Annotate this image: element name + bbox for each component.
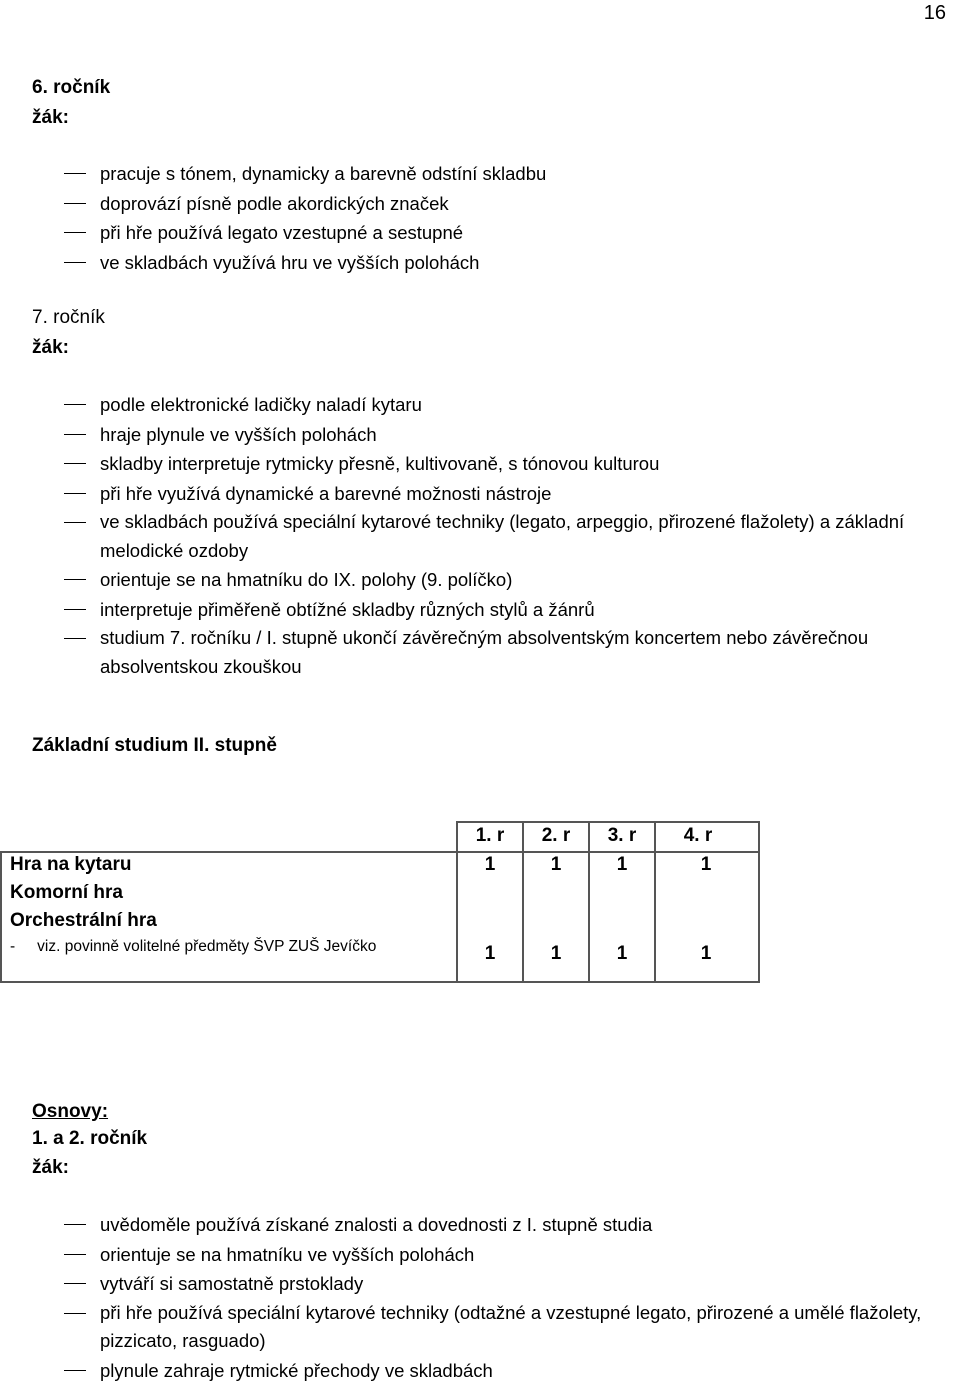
- list-item: uvědoměle používá získané znalosti a dovednosti z I. stupně studia: [64, 1210, 944, 1240]
- table-border: [758, 821, 760, 983]
- list-item: podle elektronické ladičky naladí kytaru: [64, 390, 944, 420]
- grade7-list: [64, 390, 944, 681]
- dash-bullet: [64, 232, 86, 233]
- dash-bullet: [64, 609, 86, 610]
- table-border: [0, 851, 2, 983]
- list-item: při hře využívá dynamické a barevné možnosti nástroje: [64, 479, 944, 509]
- dash-bullet: [64, 1254, 86, 1255]
- list-item: studium 7. ročníku / I. stupně ukončí závěrečným absolventským koncertem nebo závěrečnou absolventskou zkouškou: [64, 624, 944, 681]
- column-header: 2. r: [541, 825, 571, 846]
- dash-bullet: [64, 203, 86, 204]
- dash-bullet: [64, 522, 86, 523]
- table-cell: 1: [550, 854, 562, 875]
- list-item: vytváří si samostatně prstoklady: [64, 1269, 944, 1299]
- column-header: 3. r: [607, 825, 637, 846]
- dash-bullet: [64, 638, 86, 639]
- grade7-heading: 7. ročník: [32, 307, 105, 328]
- list-item: doprovází písně podle akordických značek: [64, 189, 944, 219]
- table-cell: 1: [700, 854, 712, 875]
- row-label: Orchestrální hra: [10, 910, 157, 931]
- dash-bullet: [64, 1283, 86, 1284]
- table-border: [0, 851, 760, 853]
- dash-bullet: [64, 404, 86, 405]
- dash-bullet: [64, 1224, 86, 1225]
- table-border: [588, 821, 590, 983]
- table-border: [456, 821, 760, 823]
- osnovy-list: [64, 1210, 944, 1385]
- table-note: - viz. povinně volitelné předměty ŠVP ZUŠ Jevíčko: [10, 938, 377, 955]
- dash-bullet: [64, 579, 86, 580]
- osnovy-subject: žák:: [32, 1157, 69, 1178]
- grade6-heading: 6. ročník: [32, 77, 111, 98]
- list-item: hraje plynule ve vyšších polohách: [64, 420, 944, 450]
- dash-bullet: [64, 1313, 86, 1314]
- dash-bullet: [64, 262, 86, 263]
- table-cell: 1: [484, 854, 496, 875]
- dash-bullet: [64, 434, 86, 435]
- table-border: [456, 821, 458, 983]
- grade7-subject: žák:: [32, 337, 69, 358]
- list-item: pracuje s tónem, dynamicky a barevně odstíní skladbu: [64, 159, 944, 189]
- list-item: interpretuje přiměřeně obtížné skladby různých stylů a žánrů: [64, 595, 944, 625]
- list-item: orientuje se na hmatníku ve vyšších polohách: [64, 1240, 944, 1270]
- table-cell: 1: [616, 854, 628, 875]
- row-label: Hra na kytaru: [10, 854, 132, 875]
- row-label: Komorní hra: [10, 882, 123, 903]
- grade6-subject: žák:: [32, 107, 69, 128]
- table-border: [0, 981, 760, 983]
- list-item: ve skladbách používá speciální kytarové techniky (legato, arpeggio, přirozené flažolety) a základní melodické ozdoby: [64, 508, 944, 565]
- dash-bullet: [64, 463, 86, 464]
- column-header: 4. r: [683, 825, 713, 846]
- grade6-list: [64, 159, 944, 277]
- dash-bullet: [64, 173, 86, 174]
- list-item: skladby interpretuje rytmicky přesně, kultivovaně, s tónovou kulturou: [64, 449, 944, 479]
- subject-hours-table: [0, 821, 760, 983]
- osnovy-title: Osnovy:: [32, 1101, 109, 1122]
- list-item: orientuje se na hmatníku do IX. polohy (9. políčko): [64, 565, 944, 595]
- column-header: 1. r: [475, 825, 505, 846]
- list-item: při hře používá speciální kytarové techniky (odtažné a vzestupné legato, přirozené a umělé flažolety, pizzicato, rasguado): [64, 1299, 944, 1356]
- osnovy-heading: 1. a 2. ročník: [32, 1128, 148, 1149]
- table-cell: 1: [616, 943, 628, 964]
- table-cell: 1: [484, 943, 496, 964]
- list-item: při hře používá legato vzestupné a sestupné: [64, 218, 944, 248]
- table-cell: 1: [700, 943, 712, 964]
- page-number: 16: [923, 2, 946, 24]
- table-border: [522, 821, 524, 983]
- dash-bullet: [64, 1370, 86, 1371]
- dash-bullet: [64, 493, 86, 494]
- table-border: [654, 821, 656, 983]
- table-cell: 1: [550, 943, 562, 964]
- list-item: ve skladbách využívá hru ve vyšších polohách: [64, 248, 944, 278]
- list-item: plynule zahraje rytmické přechody ve skladbách: [64, 1356, 944, 1385]
- section-title: Základní studium II. stupně: [32, 735, 277, 756]
